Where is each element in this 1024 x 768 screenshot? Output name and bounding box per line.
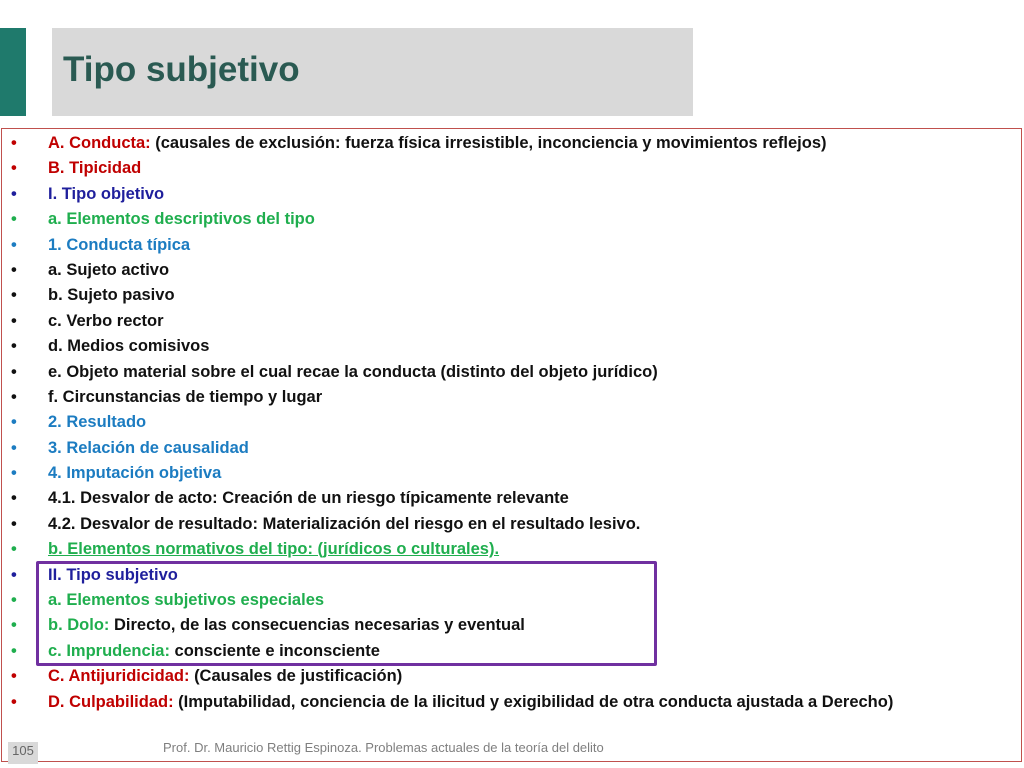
list-item-text: II. Tipo subjetivo <box>48 565 178 584</box>
list-item-text: c. Imprudencia: <box>48 641 175 660</box>
list-item-text: b. Elementos normativos del tipo: (jurídicos o culturales). <box>48 540 500 559</box>
bullet-dot: • <box>11 616 17 635</box>
bullet-dot: • <box>11 260 17 279</box>
bullet-dot: • <box>11 311 17 330</box>
bullet-dot: • <box>11 667 17 686</box>
title-accent-bar <box>0 28 26 116</box>
list-item-text: c. Verbo rector <box>48 311 164 330</box>
list-item-text: 4.1. Desvalor de acto: Creación de un riesgo típicamente relevante <box>48 489 569 508</box>
highlight-box-tipo-subjetivo <box>36 561 657 666</box>
bullet-dot: • <box>11 387 17 406</box>
bullet-dot: • <box>11 159 17 178</box>
list-item <box>0 360 1024 385</box>
list-item <box>0 690 1024 715</box>
list-item-text: f. Circunstancias de tiempo y lugar <box>48 387 323 406</box>
page-number: 105 <box>8 742 38 764</box>
list-item-text: 3. Relación de causalidad <box>48 438 249 457</box>
list-item-text: B. Tipicidad <box>48 159 142 178</box>
list-item-text: a. Sujeto activo <box>48 260 170 279</box>
list-item-text: D. Culpabilidad: <box>48 692 179 711</box>
bullet-dot: • <box>11 565 17 584</box>
list-item <box>0 258 1024 283</box>
list-item <box>0 537 1024 562</box>
bullet-dot: • <box>11 286 17 305</box>
bullet-dot: • <box>11 134 17 152</box>
bullet-dot: • <box>11 184 17 203</box>
slide-title: Tipo subjetivo <box>63 50 300 89</box>
bullet-dot: • <box>11 692 17 711</box>
list-item <box>0 156 1024 181</box>
list-item-text: e. Objeto material sobre el cual recae la conducta (distinto del objeto jurídico) <box>48 362 658 381</box>
list-item <box>0 461 1024 486</box>
list-item <box>0 664 1024 689</box>
list-item <box>0 233 1024 258</box>
list-item <box>0 410 1024 435</box>
bullet-dot: • <box>11 489 17 508</box>
bullet-dot: • <box>11 438 17 457</box>
list-item-text: b. Dolo: <box>48 616 114 635</box>
footer-text: Prof. Dr. Mauricio Rettig Espinoza. Problemas actuales de la teoría del delito <box>163 740 604 755</box>
bullet-dot: • <box>11 464 17 483</box>
bullet-dot: • <box>11 337 17 356</box>
list-item <box>0 207 1024 232</box>
list-item-text: 2. Resultado <box>48 413 147 432</box>
list-item-text: 1. Conducta típica <box>48 235 191 254</box>
list-item-text: 4.2. Desvalor de resultado: Materialización del riesgo en el resultado lesivo. <box>48 514 641 533</box>
list-item-text: d. Medios comisivos <box>48 337 210 356</box>
bullet-dot: • <box>11 514 17 533</box>
list-item-text: (causales de exclusión: fuerza física irresistible, inconciencia y movimientos reflejos) <box>155 134 827 152</box>
list-item-text: (Imputabilidad, conciencia de la ilicitud y exigibilidad de otra conducta ajustada a Derecho) <box>178 692 894 711</box>
list-item <box>0 334 1024 359</box>
bullet-dot: • <box>11 591 17 610</box>
list-item-text: consciente e inconsciente <box>174 641 380 660</box>
list-item <box>0 131 1024 156</box>
list-item-text: 4. Imputación objetiva <box>48 464 222 483</box>
list-item-text: Directo, de las consecuencias necesarias y eventual <box>113 616 525 635</box>
bullet-dot: • <box>11 413 17 432</box>
list-item <box>0 385 1024 410</box>
list-item-text: C. Antijuridicidad: <box>48 667 195 686</box>
list-item <box>0 283 1024 308</box>
list-item-text: A. Conducta: <box>48 134 156 152</box>
bullet-dot: • <box>11 210 17 229</box>
list-item <box>0 436 1024 461</box>
bullet-dot: • <box>11 540 17 559</box>
list-item-text: a. Elementos descriptivos del tipo <box>48 210 315 229</box>
bullet-dot: • <box>11 641 17 660</box>
list-item-text: b. Sujeto pasivo <box>48 286 175 305</box>
bullet-dot: • <box>11 362 17 381</box>
list-item-text: a. Elementos subjetivos especiales <box>48 591 325 610</box>
list-item-text: (Causales de justificación) <box>194 667 403 686</box>
list-item-text: I. Tipo objetivo <box>48 184 165 203</box>
bullet-dot: • <box>11 235 17 254</box>
list-item <box>0 182 1024 207</box>
list-item <box>0 486 1024 511</box>
list-item <box>0 309 1024 334</box>
list-item <box>0 512 1024 537</box>
